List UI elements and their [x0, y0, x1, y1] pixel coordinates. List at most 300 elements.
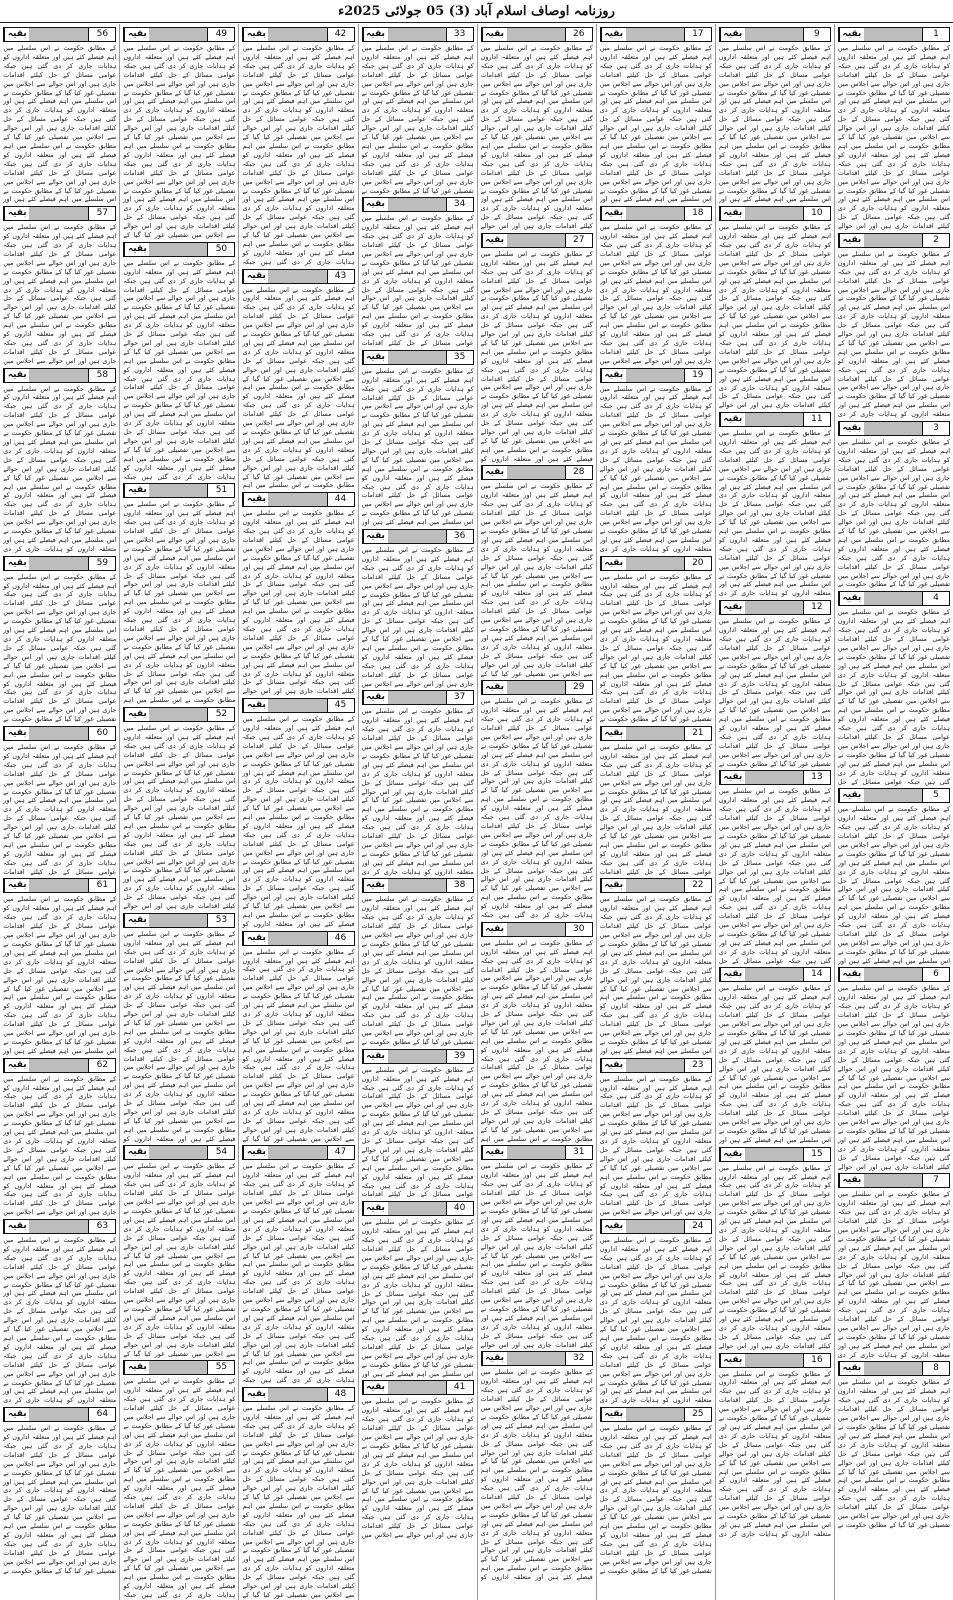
label-shade	[268, 1388, 326, 1401]
continuation-block	[3, 726, 116, 877]
continuation-number: 19	[684, 369, 711, 382]
label-shade	[29, 28, 88, 41]
article-text: کے مطابق حکومت نے اس سلسلے میں اہم فیصلے کئے ہیں اور متعلقہ اداروں کو ہدایات جاری کر دی گئی ہیں جبکہ عوامی مسائل کے حل کیلئے اقدامات جاری ہیں اور اس حوالے سے اجلاس میں تفصیلی غور کیا گیا کے مطابق حکومت نے اس سلسلے میں اہم فیصلے کئے ہیں اور متعلقہ اداروں کو ہدایات جاری کر دی گئی ہیں جبکہ عوامی مسائل کے حل کیلئے اقدامات جاری ہیں اور اس حوالے سے اجلاس میں تفصیلی غور کیا گیا کے مطابق حکومت نے اس سلسلے میں اہم فیصلے کئے ہیں اور متعلقہ اداروں کو ہدایات جاری کر دی گئی ہیں جبکہ عوامی مسائل کے حل کیلئے اقدامات جاری ہیں اور اس حوالے سے اجلاس میں تفصیلی غور کیا گیا کے مطابق حکومت نے اس سلسلے میں اہم فیصلے کئے ہیں اور متعلقہ اداروں کو ہدایات جاری کر دی گئی ہیں جبکہ عوامی مسائل کے حل کیلئے اقدامات جاری ہیں اور اس حوالے	[242, 509, 355, 696]
label-shade	[29, 1408, 88, 1421]
continuation-number: 44	[327, 493, 354, 506]
label-shade	[268, 699, 326, 712]
label-shade	[149, 1146, 207, 1159]
continuation-label	[362, 27, 474, 42]
news-column	[358, 24, 477, 1600]
continuation-block	[123, 483, 235, 705]
continuation-word: بقیہ	[243, 28, 268, 41]
label-shade	[388, 351, 446, 364]
continuation-label	[3, 1058, 116, 1073]
continuation-word: بقیہ	[4, 727, 29, 740]
continuation-block	[838, 1361, 950, 1529]
continuation-block	[362, 1380, 474, 1539]
continuation-word: بقیہ	[124, 28, 149, 41]
article-text: کے مطابق حکومت نے اس سلسلے میں اہم فیصلے کئے ہیں اور متعلقہ اداروں کو ہدایات جاری کر دی گئی ہیں جبکہ عوامی مسائل کے حل کیلئے اقدامات جاری ہیں اور اس حوالے سے اجلاس میں تفصیلی غور کیا گیا کے مطابق حکومت نے اس سلسلے میں اہم فیصلے کئے ہیں اور متعلقہ اداروں کو ہدایات جاری کر دی گئی ہیں جبکہ عوامی مسائل کے حل کیلئے اقدامات جاری ہیں اور اس حوالے سے اجلاس میں تفصیلی غور کیا گیا کے مطابق حکومت نے اس سلسلے میں اہم فیصلے کئے ہیں اور متعلقہ اداروں کو ہدایات جاری کر دی گئی ہیں جبکہ عوامی مسائل کے حل کیلئے اقدامات جاری ہیں اور اس حوالے سے اجلاس میں تفصیلی غور کیا گیا کے مطابق حکومت نے اس سلسلے میں اہم فیصلے کئے ہیں اور متعلقہ اداروں کو ہدایات جاری کر دی گئی ہیں جبکہ عوامی مسائل کے حل کیلئے اقدامات جاری ہیں اور اس حوالے سے اجلاس میں تفصیلی غور کیا گیا کے مطابق حکومت نے اس سلسلے میں اہم فیصلے کئے ہیں اور متعلقہ اداروں کو ہدایات جاری کر دی گئی ہیں جبکہ	[242, 44, 355, 266]
continuation-word: بقیہ	[4, 1408, 29, 1421]
continuation-number: 22	[684, 879, 711, 892]
label-shade	[29, 1059, 88, 1072]
news-column	[238, 24, 357, 1600]
continuation-block	[838, 591, 950, 786]
continuation-word: بقیہ	[839, 968, 864, 981]
continuation-word: بقیہ	[482, 1352, 507, 1365]
continuation-number: 29	[565, 681, 592, 694]
article-text: کے مطابق حکومت نے اس سلسلے میں اہم فیصلے کئے ہیں اور متعلقہ اداروں کو ہدایات جاری کر دی گئی ہیں جبکہ عوامی مسائل کے حل کیلئے اقدامات جاری ہیں اور اس حوالے سے اجلاس میں تفصیلی غور کیا گیا کے مطابق حکومت نے اس سلسلے میں اہم فیصلے کئے ہیں اور متعلقہ اداروں کو ہدایات جاری کر دی گئی ہیں جبکہ عوامی مسائل کے حل کیلئے اقدامات جاری ہیں اور اس حوالے سے اجلاس میں تفصیلی غور کیا گیا کے مطابق حکومت نے اس سلسلے میں اہم فیصلے کئے ہیں اور متعلقہ اداروں کو ہدایات جاری کر دی گئی ہیں جبکہ عوامی مسائل کے حل کیلئے اقدامات جاری ہیں اور اس حوالے سے اجلاس میں تفصیلی غور کیا گیا کے مطابق حکومت نے اس سلسلے میں اہم فیصلے کئے ہیں اور متعلقہ اداروں کو ہدایات جاری کر دی	[837, 249, 950, 419]
article-text: کے مطابق حکومت نے اس سلسلے میں اہم فیصلے کئے ہیں اور متعلقہ اداروں کو ہدایات جاری کر دی گئی ہیں جبکہ عوامی مسائل کے حل کیلئے اقدامات جاری ہیں اور اس حوالے سے اجلاس میں تفصیلی غور کیا گیا کے مطابق حکومت نے اس سلسلے میں اہم فیصلے کئے ہیں اور متعلقہ اداروں کو ہدایات جاری کر دی گئی ہیں جبکہ عوامی مسائل کے حل کیلئے اقدامات جاری ہیں اور اس حوالے سے اجلاس میں تفصیلی غور کیا گیا کے مطابق حکومت نے اس سلسلے میں اہم فیصلے کئے ہیں اور متعلقہ اداروں کو ہدایات جاری کر دی گئی ہیں جبکہ عوامی مسائل کے حل کیلئے اقدامات جاری ہیں اور اس حوالے سے اجلاس میں تفصیلی غور کیا گیا کے مطابق حکومت نے	[361, 895, 474, 1046]
article-text: کے مطابق حکومت نے اس سلسلے میں اہم فیصلے کئے ہیں اور متعلقہ اداروں کو ہدایات جاری کر دی گئی ہیں جبکہ عوامی مسائل کے حل کیلئے اقدامات جاری ہیں اور اس حوالے سے اجلاس میں تفصیلی غور کیا گیا کے مطابق حکومت نے اس سلسلے میں اہم فیصلے کئے ہیں اور متعلقہ اداروں کو ہدایات جاری کر دی گئی ہیں جبکہ عوامی مسائل کے حل کیلئے اقدامات جاری ہیں اور اس حوالے سے اجلاس میں تفصیلی غور کیا گیا کے مطابق حکومت نے اس سلسلے میں اہم فیصلے کئے ہیں اور متعلقہ اداروں کو ہدایات جاری کر دی گئی ہیں جبکہ عوامی مسائل کے حل کیلئے اقدامات جاری ہیں اور اس حوالے سے اجلاس میں تفصیلی غور کیا گیا کے مطابق حکومت نے اس سلسلے میں اہم فیصلے کئے ہیں اور متعلقہ اداروں کو ہدایات جاری کر دی	[3, 1236, 117, 1405]
continuation-label	[362, 1049, 474, 1064]
continuation-word: بقیہ	[363, 1202, 388, 1215]
label-shade	[268, 493, 326, 506]
continuation-block	[600, 1219, 712, 1405]
label-shade	[388, 530, 446, 543]
label-shade	[745, 1354, 803, 1367]
continuation-word: بقیہ	[720, 601, 745, 614]
label-shade	[507, 1352, 565, 1365]
continuation-label	[123, 242, 235, 257]
continuation-word: بقیہ	[839, 592, 864, 605]
continuation-number: 3	[922, 422, 949, 435]
continuation-block	[719, 1147, 831, 1351]
article-text: کے مطابق حکومت نے اس سلسلے میں اہم فیصلے کئے ہیں اور متعلقہ اداروں کو ہدایات جاری کر دی گئی ہیں جبکہ عوامی مسائل کے حل کیلئے اقدامات جاری ہیں اور اس حوالے سے اجلاس میں تفصیلی غور کیا گیا کے مطابق حکومت نے اس سلسلے میں اہم فیصلے کئے ہیں اور متعلقہ اداروں کو ہدایات جاری کر دی گئی ہیں جبکہ عوامی مسائل کے حل کیلئے اقدامات جاری ہیں اور اس حوالے سے اجلاس میں تفصیلی غور کیا گیا کے مطابق حکومت نے اس سلسلے میں اہم فیصلے کئے ہیں اور متعلقہ اداروں کو ہدایات جاری کر دی گئی ہیں جبکہ عوامی مسائل کے حل کیلئے اقدامات جاری ہیں اور اس حوالے سے اجلاس میں تفصیلی غور کیا گیا کے مطابق حکومت نے اس سلسلے میں اہم فیصلے کئے ہیں اور متعلقہ اداروں کو ہدایات جاری کر دی	[361, 707, 474, 876]
label-shade	[864, 1362, 922, 1375]
article-text: کے مطابق حکومت نے اس سلسلے میں اہم فیصلے کئے ہیں اور متعلقہ اداروں کو ہدایات جاری کر دی گئی ہیں جبکہ عوامی مسائل کے حل کیلئے اقدامات جاری ہیں اور اس حوالے سے اجلاس میں تفصیلی غور کیا گیا کے مطابق حکومت نے اس سلسلے میں اہم فیصلے کئے ہیں اور متعلقہ اداروں کو ہدایات جاری کر دی گئی ہیں جبکہ عوامی مسائل کے حل کیلئے اقدامات جاری ہیں اور اس حوالے سے اجلاس میں تفصیلی غور کیا گیا کے مطابق حکومت نے اس سلسلے میں اہم فیصلے کئے ہیں اور متعلقہ اداروں کو ہدایات جاری کر دی گئی ہیں جبکہ عوامی مسائل کے حل کیلئے اقدامات جاری ہیں اور اس حوالے سے اجلاس میں تفصیلی غور کیا گیا کے مطابق حکومت نے اس سلسلے میں اہم فیصلے کئے ہیں اور	[718, 984, 831, 1144]
continuation-label	[838, 233, 950, 248]
continuation-word: بقیہ	[601, 1408, 626, 1421]
continuation-label	[600, 1058, 712, 1073]
continuation-block	[838, 421, 950, 589]
continuation-number: 13	[803, 771, 830, 784]
label-shade	[626, 28, 684, 41]
continuation-block	[242, 1387, 354, 1600]
continuation-block	[481, 1351, 593, 1582]
label-shade	[268, 270, 326, 283]
label-shade	[864, 422, 922, 435]
continuation-block	[362, 690, 474, 876]
continuation-word: بقیہ	[4, 1220, 29, 1233]
continuation-number: 55	[207, 1361, 234, 1374]
continuation-block	[3, 556, 116, 724]
continuation-number: 61	[88, 879, 115, 892]
article-text: کے مطابق حکومت نے اس سلسلے میں اہم فیصلے کئے ہیں اور متعلقہ اداروں کو ہدایات جاری کر دی گئی ہیں جبکہ عوامی مسائل کے حل کیلئے اقدامات جاری ہیں اور اس حوالے سے اجلاس میں تفصیلی غور کیا گیا کے مطابق حکومت نے اس سلسلے میں اہم فیصلے کئے ہیں اور متعلقہ اداروں کو ہدایات جاری کر دی گئی ہیں جبکہ عوامی مسائل کے حل کیلئے اقدامات جاری ہیں اور اس حوالے سے اجلاس میں تفصیلی غور کیا گیا کے مطابق حکومت نے اس سلسلے میں اہم فیصلے کئے ہیں اور متعلقہ اداروں کو ہدایات جاری کر دی گئی ہیں جبکہ عوامی مسائل کے حل کیلئے اقدامات جاری ہیں اور اس حوالے سے اجلاس میں تفصیلی غور کیا گیا کے مطابق حکومت نے اس سلسلے میں اہم فیصلے کئے ہیں اور متعلقہ اداروں کو ہدایات جاری کر دی گئی ہیں جبکہ عوامی مسائل کے حل کیلئے اقدامات جاری ہیں اور اس حوالے	[480, 1162, 593, 1349]
continuation-block	[3, 878, 116, 1055]
continuation-block	[719, 967, 831, 1144]
continuation-label	[481, 233, 593, 248]
continuation-word: بقیہ	[243, 493, 268, 506]
article-text: کے مطابق حکومت نے اس سلسلے میں اہم فیصلے کئے ہیں اور متعلقہ اداروں کو ہدایات جاری کر دی گئی ہیں جبکہ عوامی مسائل کے حل کیلئے اقدامات جاری ہیں اور اس حوالے سے اجلاس میں تفصیلی غور کیا گیا کے مطابق حکومت نے اس سلسلے میں اہم فیصلے کئے ہیں اور متعلقہ اداروں کو ہدایات جاری کر دی گئی ہیں جبکہ عوامی مسائل کے حل کیلئے اقدامات جاری ہیں اور اس حوالے سے اجلاس میں تفصیلی غور کیا گیا کے مطابق حکومت نے اس سلسلے میں اہم فیصلے کئے ہیں اور متعلقہ اداروں کو ہدایات جاری کر دی گئی ہیں جبکہ عوامی مسائل کے حل کیلئے اقدامات جاری ہیں اور اس حوالے سے اجلاس میں تفصیلی غور کیا گیا کے مطابق حکومت نے اس سلسلے میں اہم فیصلے کئے ہیں اور متعلقہ اداروں کو ہدایات جاری کر دی گئی ہیں جبکہ عوامی مسائل کے حل کیلئے اقدامات جاری ہیں اور اس حوالے	[837, 984, 950, 1171]
continuation-block	[838, 233, 950, 419]
continuation-label	[3, 206, 116, 221]
article-text: کے مطابق حکومت نے اس سلسلے میں اہم فیصلے کئے ہیں اور متعلقہ اداروں کو ہدایات جاری کر دی گئی ہیں جبکہ عوامی مسائل کے حل کیلئے اقدامات جاری ہیں اور اس حوالے سے اجلاس میں تفصیلی غور کیا گیا کے مطابق حکومت نے اس سلسلے میں اہم فیصلے کئے ہیں اور متعلقہ اداروں کو ہدایات جاری کر دی گئی ہیں جبکہ عوامی مسائل کے حل کیلئے اقدامات جاری ہیں اور اس حوالے سے اجلاس میں تفصیلی غور کیا گیا کے مطابق حکومت نے اس سلسلے میں اہم فیصلے کئے ہیں اور متعلقہ اداروں کو ہدایات جاری کر دی گئی ہیں جبکہ عوامی مسائل کے حل کیلئے اقدامات جاری ہیں اور اس حوالے سے اجلاس میں	[361, 545, 474, 688]
continuation-label	[362, 197, 474, 212]
continuation-block	[362, 878, 474, 1046]
continuation-label	[838, 1361, 950, 1376]
continuation-label	[838, 788, 950, 803]
continuation-number: 41	[446, 1381, 473, 1394]
label-shade	[626, 727, 684, 740]
continuation-word: بقیہ	[124, 1146, 149, 1159]
continuation-word: بقیہ	[4, 1059, 29, 1072]
continuation-word: بقیہ	[243, 1388, 268, 1401]
label-shade	[29, 557, 88, 570]
continuation-number: 7	[922, 1174, 949, 1187]
continuation-word: بقیہ	[124, 243, 149, 256]
label-shade	[29, 879, 88, 892]
continuation-label	[719, 206, 831, 221]
continuation-word: بقیہ	[124, 484, 149, 497]
continuation-word: بقیہ	[482, 28, 507, 41]
continuation-label	[481, 922, 593, 937]
continuation-word: بقیہ	[4, 879, 29, 892]
article-text: کے مطابق حکومت نے اس سلسلے میں اہم فیصلے کئے ہیں اور متعلقہ اداروں کو ہدایات جاری کر دی گئی ہیں جبکہ عوامی مسائل کے حل کیلئے اقدامات جاری ہیں اور اس حوالے سے اجلاس میں تفصیلی غور کیا گیا کے مطابق حکومت نے اس سلسلے میں اہم فیصلے کئے ہیں اور متعلقہ اداروں کو ہدایات جاری کر دی گئی ہیں جبکہ عوامی مسائل کے حل کیلئے اقدامات جاری ہیں اور اس حوالے سے اجلاس میں تفصیلی غور کیا گیا کے مطابق حکومت نے اس سلسلے میں اہم فیصلے کئے ہیں اور متعلقہ اداروں کو ہدایات جاری کر دی گئی ہیں جبکہ عوامی مسائل کے حل کیلئے اقدامات جاری ہیں اور اس حوالے سے اجلاس میں	[361, 1397, 474, 1540]
continuation-number: 8	[922, 1362, 949, 1375]
article-text: کے مطابق حکومت نے اس سلسلے میں اہم فیصلے کئے ہیں اور متعلقہ اداروں کو ہدایات جاری کر دی گئی ہیں جبکہ عوامی مسائل کے حل کیلئے اقدامات جاری ہیں اور اس حوالے سے اجلاس میں تفصیلی غور کیا گیا کے مطابق حکومت نے اس سلسلے میں اہم فیصلے کئے ہیں اور متعلقہ اداروں کو ہدایات جاری کر دی گئی ہیں جبکہ عوامی مسائل کے حل کیلئے اقدامات جاری ہیں اور اس حوالے سے اجلاس میں تفصیلی غور کیا گیا کے مطابق حکومت نے اس سلسلے میں اہم فیصلے کئے ہیں اور متعلقہ اداروں کو ہدایات جاری کر دی گئی ہیں جبکہ عوامی مسائل کے حل کیلئے اقدامات	[599, 742, 712, 876]
continuation-number: 30	[565, 923, 592, 936]
continuation-label	[600, 1219, 712, 1234]
article-text: کے مطابق حکومت نے اس سلسلے میں اہم فیصلے کئے ہیں اور متعلقہ اداروں کو ہدایات جاری کر دی گئی ہیں جبکہ عوامی مسائل کے حل کیلئے اقدامات جاری ہیں اور اس حوالے سے اجلاس میں تفصیلی غور کیا گیا کے مطابق حکومت نے اس سلسلے میں اہم فیصلے کئے ہیں اور متعلقہ اداروں کو ہدایات جاری کر دی گئی ہیں جبکہ عوامی مسائل کے حل کیلئے اقدامات جاری ہیں اور اس حوالے سے اجلاس میں تفصیلی غور کیا گیا کے مطابق حکومت نے اس سلسلے میں اہم فیصلے کئے ہیں اور متعلقہ اداروں کو ہدایات جاری کر دی گئی ہیں جبکہ عوامی مسائل کے حل کیلئے اقدامات جاری ہیں اور اس حوالے سے اجلاس میں تفصیلی غور کیا گیا کے مطابق حکومت نے اس سلسلے میں اہم فیصلے کئے ہیں اور	[837, 805, 950, 965]
continuation-number: 64	[88, 1408, 115, 1421]
continuation-number: 4	[922, 592, 949, 605]
continuation-block	[3, 1407, 116, 1575]
article-text: کے مطابق حکومت نے اس سلسلے میں اہم فیصلے کئے ہیں اور متعلقہ اداروں کو ہدایات جاری کر دی گئی ہیں جبکہ عوامی مسائل کے حل کیلئے اقدامات جاری ہیں اور اس حوالے سے اجلاس میں تفصیلی غور کیا گیا کے مطابق حکومت نے اس سلسلے میں اہم فیصلے کئے ہیں اور متعلقہ اداروں کو ہدایات جاری کر دی گئی ہیں جبکہ عوامی مسائل کے حل کیلئے اقدامات جاری ہیں اور اس حوالے سے اجلاس میں تفصیلی غور کیا گیا کے مطابق حکومت نے اس سلسلے میں اہم فیصلے کئے ہیں اور متعلقہ اداروں کو ہدایات جاری کر دی گئی ہیں جبکہ عوامی مسائل کے حل کیلئے اقدامات جاری ہیں اور اس حوالے سے اجلاس میں تفصیلی غور کیا گیا کے مطابق حکومت نے اس سلسلے میں اہم فیصلے کئے ہیں اور متعلقہ اداروں کو ہدایات جاری کر دی گئی ہیں جبکہ عوامی مسائل کے حل کیلئے اقدامات جاری ہیں اور اس حوالے سے اجلاس میں تفصیلی غور کیا گیا کے مطابق حکومت نے اس سلسلے میں اہم فیصلے کئے ہیں اور متعلقہ اداروں کو ہدایات جاری کر دی گئی ہیں جبکہ	[242, 1162, 355, 1385]
article-text: کے مطابق حکومت نے اس سلسلے میں اہم فیصلے کئے ہیں اور متعلقہ اداروں کو ہدایات جاری کر دی گئی ہیں جبکہ عوامی مسائل کے حل کیلئے اقدامات جاری ہیں اور اس حوالے سے اجلاس میں تفصیلی غور کیا گیا کے مطابق حکومت نے اس سلسلے میں اہم فیصلے کئے ہیں اور متعلقہ اداروں کو ہدایات جاری کر دی گئی ہیں جبکہ عوامی مسائل کے حل کیلئے اقدامات جاری ہیں اور اس حوالے سے اجلاس میں تفصیلی غور کیا گیا کے مطابق حکومت نے اس سلسلے میں اہم فیصلے کئے ہیں اور متعلقہ اداروں کو ہدایات جاری کر دی گئی ہیں جبکہ عوامی مسائل کے حل کیلئے اقدامات جاری ہیں اور اس حوالے سے اجلاس میں تفصیلی غور کیا گیا کے مطابق حکومت نے اس سلسلے میں اہم فیصلے کئے ہیں اور متعلقہ اداروں کو ہدایات جاری کر دی	[599, 384, 712, 553]
continuation-label	[838, 27, 950, 42]
label-shade	[388, 1381, 446, 1394]
continuation-number: 33	[446, 28, 473, 41]
continuation-block	[362, 1049, 474, 1200]
label-shade	[149, 1361, 207, 1374]
continuation-block	[481, 27, 593, 231]
continuation-block	[719, 600, 831, 768]
article-text: کے مطابق حکومت نے اس سلسلے میں اہم فیصلے کئے ہیں اور متعلقہ اداروں کو ہدایات جاری کر دی گئی ہیں جبکہ عوامی مسائل کے حل کیلئے اقدامات جاری ہیں اور اس حوالے سے اجلاس میں تفصیلی غور کیا گیا کے مطابق حکومت نے اس سلسلے میں اہم فیصلے کئے ہیں اور متعلقہ اداروں کو ہدایات جاری کر دی گئی ہیں جبکہ عوامی مسائل کے حل کیلئے اقدامات جاری ہیں اور اس حوالے سے اجلاس میں تفصیلی غور کیا گیا کے مطابق حکومت نے اس سلسلے میں اہم فیصلے کئے ہیں اور متعلقہ اداروں کو ہدایات جاری کر دی گئی ہیں جبکہ عوامی مسائل کے حل کیلئے اقدامات	[361, 1065, 474, 1199]
continuation-word: بقیہ	[601, 207, 626, 220]
continuation-label	[481, 1145, 593, 1160]
article-text: کے مطابق حکومت نے اس سلسلے میں اہم فیصلے کئے ہیں اور متعلقہ اداروں کو ہدایات جاری کر دی گئی ہیں جبکہ عوامی مسائل کے حل کیلئے اقدامات جاری ہیں اور اس حوالے سے اجلاس میں تفصیلی غور کیا گیا کے مطابق حکومت نے اس سلسلے میں اہم فیصلے کئے ہیں اور متعلقہ اداروں کو ہدایات جاری کر دی گئی ہیں جبکہ عوامی مسائل کے حل کیلئے اقدامات جاری ہیں اور اس حوالے سے اجلاس میں تفصیلی غور کیا گیا کے مطابق حکومت نے اس سلسلے میں اہم فیصلے کئے ہیں اور متعلقہ اداروں کو ہدایات جاری کر دی گئی ہیں جبکہ عوامی مسائل کے حل کیلئے اقدامات جاری ہیں اور اس حوالے سے اجلاس میں تفصیلی غور کیا گیا کے مطابق حکومت نے	[837, 1378, 950, 1529]
continuation-block	[481, 922, 593, 1144]
continuation-number: 17	[684, 28, 711, 41]
continuation-number: 27	[565, 234, 592, 247]
continuation-word: بقیہ	[720, 207, 745, 220]
article-text: کے مطابق حکومت نے اس سلسلے میں اہم فیصلے کئے ہیں اور متعلقہ اداروں کو ہدایات جاری کر دی گئی ہیں جبکہ عوامی مسائل کے حل کیلئے اقدامات جاری ہیں اور اس حوالے سے اجلاس میں تفصیلی غور کیا گیا کے مطابق حکومت نے اس سلسلے میں اہم فیصلے کئے ہیں اور متعلقہ اداروں کو ہدایات جاری کر دی گئی ہیں جبکہ عوامی مسائل کے حل کیلئے اقدامات جاری ہیں اور اس حوالے سے اجلاس میں تفصیلی غور کیا گیا کے مطابق حکومت نے اس سلسلے میں اہم فیصلے کئے ہیں اور متعلقہ اداروں کو ہدایات جاری کر دی گئی ہیں جبکہ عوامی مسائل کے حل کیلئے اقدامات جاری ہیں اور اس حوالے سے اجلاس میں	[599, 223, 712, 365]
continuation-block	[242, 931, 354, 1144]
continuation-label	[719, 1147, 831, 1162]
label-shade	[149, 914, 207, 927]
label-shade	[507, 1146, 565, 1159]
news-column	[834, 24, 953, 1600]
continuation-block	[600, 206, 712, 365]
continuation-block	[362, 27, 474, 195]
news-columns	[0, 24, 953, 1600]
continuation-number: 40	[446, 1202, 473, 1215]
continuation-word: بقیہ	[720, 1354, 745, 1367]
label-shade	[507, 234, 565, 247]
article-text: کے مطابق حکومت نے اس سلسلے میں اہم فیصلے کئے ہیں اور متعلقہ اداروں کو ہدایات جاری کر دی گئی ہیں جبکہ عوامی مسائل کے حل کیلئے اقدامات جاری ہیں اور اس حوالے سے اجلاس میں تفصیلی غور کیا گیا کے مطابق حکومت نے اس سلسلے میں اہم فیصلے کئے ہیں اور متعلقہ اداروں کو ہدایات جاری کر دی گئی ہیں جبکہ عوامی مسائل کے حل کیلئے اقدامات جاری ہیں اور اس حوالے سے اجلاس میں تفصیلی غور کیا گیا کے مطابق حکومت نے اس سلسلے میں اہم فیصلے کئے ہیں اور متعلقہ اداروں کو ہدایات جاری کر دی گئی ہیں جبکہ عوامی مسائل کے حل کیلئے اقدامات جاری ہیں اور اس حوالے سے اجلاس میں تفصیلی غور کیا گیا کے مطابق حکومت نے اس سلسلے میں اہم فیصلے کئے ہیں اور متعلقہ اداروں کو ہدایات جاری کر دی	[599, 1236, 712, 1405]
continuation-word: بقیہ	[720, 771, 745, 784]
article-text: کے مطابق حکومت نے اس سلسلے میں اہم فیصلے کئے ہیں اور متعلقہ اداروں کو ہدایات جاری کر دی گئی ہیں جبکہ عوامی مسائل کے حل کیلئے اقدامات جاری ہیں اور اس حوالے سے اجلاس میں تفصیلی غور کیا گیا کے مطابق حکومت نے اس سلسلے میں اہم فیصلے کئے ہیں اور متعلقہ اداروں کو ہدایات جاری کر دی گئی ہیں جبکہ عوامی مسائل کے حل کیلئے اقدامات جاری ہیں اور اس حوالے سے اجلاس میں تفصیلی غور کیا گیا کے مطابق حکومت نے اس سلسلے میں اہم فیصلے کئے ہیں اور متعلقہ اداروں کو ہدایات جاری کر دی گئی ہیں جبکہ عوامی مسائل کے حل کیلئے اقدامات جاری ہیں اور اس حوالے سے اجلاس میں تفصیلی غور کیا گیا کے مطابق حکومت نے اس سلسلے میں اہم فیصلے کئے ہیں اور	[3, 895, 117, 1055]
article-text: کے مطابق حکومت نے اس سلسلے میں اہم فیصلے کئے ہیں اور متعلقہ اداروں کو ہدایات جاری کر دی گئی ہیں جبکہ عوامی مسائل کے حل کیلئے اقدامات جاری ہیں اور اس حوالے سے اجلاس میں تفصیلی غور کیا گیا کے مطابق حکومت نے اس سلسلے میں اہم فیصلے کئے ہیں اور متعلقہ اداروں کو ہدایات جاری کر دی گئی ہیں جبکہ عوامی مسائل کے حل کیلئے اقدامات جاری ہیں اور اس حوالے سے اجلاس میں تفصیلی غور کیا گیا کے مطابق حکومت نے اس سلسلے میں اہم فیصلے کئے ہیں اور متعلقہ اداروں کو ہدایات جاری کر دی گئی ہیں جبکہ عوامی مسائل کے حل کیلئے اقدامات جاری ہیں اور اس حوالے سے اجلاس میں تفصیلی غور کیا گیا کے مطابق حکومت نے	[718, 617, 831, 768]
continuation-word: بقیہ	[243, 270, 268, 283]
article-text: کے مطابق حکومت نے اس سلسلے میں اہم فیصلے کئے ہیں اور متعلقہ اداروں کو ہدایات جاری کر دی گئی ہیں جبکہ عوامی مسائل کے حل کیلئے اقدامات جاری ہیں اور اس حوالے سے اجلاس میں تفصیلی غور کیا گیا کے مطابق حکومت نے اس سلسلے میں اہم فیصلے کئے ہیں اور متعلقہ اداروں کو ہدایات جاری کر دی گئی ہیں جبکہ عوامی مسائل کے حل کیلئے اقدامات جاری ہیں اور اس حوالے سے اجلاس میں تفصیلی غور کیا گیا کے مطابق حکومت نے اس سلسلے میں اہم فیصلے کئے ہیں اور متعلقہ اداروں کو ہدایات جاری کر دی گئی ہیں جبکہ عوامی مسائل کے حل کیلئے اقدامات جاری ہیں اور اس حوالے سے اجلاس میں تفصیلی غور کیا گیا کے مطابق حکومت نے اس سلسلے میں اہم فیصلے کئے ہیں اور متعلقہ اداروں کو ہدایات جاری کر دی گئی ہیں جبکہ عوامی مسائل کے حل کیلئے اقدامات جاری ہیں اور اس حوالے سے اجلاس میں تفصیلی غور کیا گیا کے	[242, 947, 355, 1143]
continuation-block	[838, 967, 950, 1171]
continuation-block	[242, 27, 354, 267]
continuation-label	[3, 726, 116, 741]
continuation-word: بقیہ	[601, 1059, 626, 1072]
continuation-label	[838, 967, 950, 982]
continuation-block	[362, 350, 474, 527]
continuation-word: بقیہ	[4, 369, 29, 382]
label-shade	[268, 1146, 326, 1159]
continuation-label	[123, 913, 235, 928]
label-shade	[507, 923, 565, 936]
continuation-number: 10	[803, 207, 830, 220]
label-shade	[388, 198, 446, 211]
label-shade	[626, 557, 684, 570]
masthead-title: روزنامہ اوصاف اسلام آباد (3) 05 جولائی 2025ء	[0, 0, 953, 23]
continuation-word: بقیہ	[363, 530, 388, 543]
continuation-label	[123, 707, 235, 722]
continuation-label	[481, 680, 593, 695]
continuation-number: 52	[207, 708, 234, 721]
continuation-block	[362, 1201, 474, 1378]
continuation-word: بقیہ	[124, 914, 149, 927]
article-text: کے مطابق حکومت نے اس سلسلے میں اہم فیصلے کئے ہیں اور متعلقہ اداروں کو ہدایات جاری کر دی گئی ہیں جبکہ عوامی مسائل کے حل کیلئے اقدامات جاری ہیں اور اس حوالے سے اجلاس میں تفصیلی غور کیا گیا کے مطابق حکومت نے اس سلسلے میں اہم فیصلے کئے ہیں اور متعلقہ اداروں کو ہدایات جاری کر دی گئی ہیں جبکہ عوامی مسائل کے حل کیلئے اقدامات جاری ہیں اور اس حوالے سے اجلاس میں تفصیلی غور کیا گیا کے مطابق حکومت نے اس سلسلے میں اہم فیصلے کئے ہیں اور متعلقہ اداروں کو ہدایات جاری کر دی گئی ہیں جبکہ عوامی مسائل کے حل کیلئے اقدامات جاری ہیں اور اس حوالے سے اجلاس میں تفصیلی غور کیا گیا کے مطابق حکومت نے اس سلسلے میں اہم فیصلے کئے ہیں اور	[361, 1218, 474, 1378]
continuation-label	[123, 483, 235, 498]
continuation-number: 43	[327, 270, 354, 283]
article-text: کے مطابق حکومت نے اس سلسلے میں اہم فیصلے کئے ہیں اور متعلقہ اداروں کو ہدایات جاری کر دی گئی ہیں جبکہ عوامی مسائل کے حل کیلئے اقدامات جاری ہیں اور اس حوالے سے اجلاس میں تفصیلی غور کیا گیا کے مطابق حکومت نے اس سلسلے میں اہم فیصلے کئے ہیں اور متعلقہ اداروں کو ہدایات جاری کر دی گئی ہیں جبکہ عوامی مسائل کے حل کیلئے اقدامات جاری ہیں اور اس حوالے سے اجلاس میں تفصیلی غور کیا گیا کے مطابق حکومت نے اس سلسلے میں اہم فیصلے کئے ہیں اور متعلقہ اداروں کو ہدایات جاری کر دی گئی ہیں جبکہ عوامی مسائل کے حل کیلئے اقدامات جاری ہیں اور اس حوالے سے اجلاس میں تفصیلی غور کیا گیا کے مطابق حکومت نے	[837, 437, 950, 589]
article-text: کے مطابق حکومت نے اس سلسلے میں اہم فیصلے کئے ہیں اور متعلقہ اداروں کو ہدایات جاری کر دی گئی ہیں جبکہ عوامی مسائل کے حل کیلئے اقدامات جاری ہیں اور اس حوالے سے اجلاس میں تفصیلی غور کیا گیا کے مطابق حکومت نے اس سلسلے میں اہم فیصلے کئے ہیں اور متعلقہ اداروں کو ہدایات جاری کر دی گئی ہیں جبکہ عوامی مسائل کے حل کیلئے اقدامات جاری ہیں اور اس حوالے سے اجلاس میں تفصیلی غور کیا گیا کے مطابق حکومت نے اس سلسلے میں اہم فیصلے کئے ہیں اور متعلقہ اداروں کو ہدایات جاری کر دی گئی ہیں جبکہ عوامی مسائل کے حل کیلئے اقدامات جاری ہیں اور اس حوالے سے اجلاس میں تفصیلی غور کیا گیا کے مطابق حکومت نے اس سلسلے میں اہم فیصلے کئے ہیں اور متعلقہ اداروں کو ہدایات جاری کر دی گئی ہیں جبکہ عوامی مسائل کے حل کیلئے اقدامات جاری ہیں اور اس حوالے سے اجلاس میں تفصیلی غور کیا گیا کے	[480, 482, 593, 678]
continuation-word: بقیہ	[601, 369, 626, 382]
continuation-block	[123, 913, 235, 1144]
continuation-number: 9	[803, 28, 830, 41]
article-text: کے مطابق حکومت نے اس سلسلے میں اہم فیصلے کئے ہیں اور متعلقہ اداروں کو ہدایات جاری کر دی گئی ہیں جبکہ عوامی مسائل کے حل کیلئے اقدامات جاری ہیں اور اس حوالے سے اجلاس میں تفصیلی غور کیا گیا کے مطابق حکومت نے اس سلسلے میں اہم فیصلے کئے ہیں اور متعلقہ اداروں کو ہدایات جاری کر دی گئی ہیں جبکہ عوامی مسائل کے حل کیلئے اقدامات جاری ہیں اور اس حوالے سے اجلاس میں تفصیلی غور کیا گیا کے مطابق حکومت نے اس سلسلے میں اہم فیصلے کئے ہیں اور متعلقہ اداروں کو ہدایات جاری کر دی گئی ہیں جبکہ عوامی مسائل کے حل کیلئے اقدامات جاری ہیں اور اس حوالے سے اجلاس میں تفصیلی غور کیا گیا کے مطابق حکومت نے اس سلسلے میں اہم فیصلے کئے ہیں اور متعلقہ اداروں کو ہدایات جاری کر دی گئی ہیں جبکہ عوامی مسائل کے حل کیلئے اقدامات جاری ہیں اور اس حوالے	[718, 1163, 831, 1350]
continuation-label	[838, 591, 950, 606]
continuation-word: بقیہ	[482, 466, 507, 479]
article-text: کے مطابق حکومت نے اس سلسلے میں اہم فیصلے کئے ہیں اور متعلقہ اداروں کو ہدایات جاری کر دی گئی ہیں جبکہ عوامی مسائل کے حل کیلئے اقدامات جاری ہیں اور اس حوالے سے اجلاس میں تفصیلی غور کیا گیا کے مطابق حکومت نے اس سلسلے میں اہم فیصلے کئے ہیں اور متعلقہ اداروں کو ہدایات جاری کر دی گئی ہیں جبکہ عوامی مسائل کے حل کیلئے اقدامات جاری ہیں اور اس حوالے سے اجلاس میں تفصیلی غور کیا گیا کے مطابق حکومت نے اس سلسلے میں اہم فیصلے کئے ہیں اور متعلقہ اداروں کو ہدایات جاری کر دی گئی ہیں جبکہ عوامی مسائل کے حل کیلئے اقدامات جاری ہیں اور اس حوالے سے اجلاس میں تفصیلی غور کیا گیا کے مطابق حکومت نے اس سلسلے میں اہم فیصلے کئے ہیں اور متعلقہ اداروں کو ہدایات جاری کر دی گئی ہیں جبکہ عوامی مسائل کے حل کیلئے اقدامات جاری ہیں اور اس حوالے سے اجلاس میں تفصیلی غور کیا گیا کے مطابق حکومت نے اس سلسلے میں اہم	[123, 500, 236, 705]
continuation-label	[123, 1145, 235, 1160]
continuation-label	[3, 1219, 116, 1234]
continuation-number: 50	[207, 243, 234, 256]
continuation-label	[600, 878, 712, 893]
continuation-number: 57	[88, 207, 115, 220]
continuation-label	[362, 529, 474, 544]
continuation-number: 6	[922, 968, 949, 981]
label-shade	[149, 28, 207, 41]
article-text: کے مطابق حکومت نے اس سلسلے میں اہم فیصلے کئے ہیں اور متعلقہ اداروں کو ہدایات جاری کر دی گئی ہیں جبکہ عوامی مسائل کے حل کیلئے اقدامات جاری ہیں اور اس حوالے سے اجلاس میں تفصیلی غور کیا گیا کے مطابق حکومت نے اس سلسلے میں اہم فیصلے کئے ہیں اور متعلقہ اداروں کو ہدایات جاری کر دی گئی ہیں جبکہ عوامی مسائل کے حل کیلئے اقدامات جاری ہیں اور اس حوالے سے اجلاس میں تفصیلی غور کیا گیا کے مطابق حکومت نے اس سلسلے میں اہم فیصلے کئے ہیں اور متعلقہ اداروں کو ہدایات جاری کر دی گئی ہیں جبکہ عوامی مسائل کے حل کیلئے اقدامات جاری ہیں اور اس حوالے سے اجلاس میں تفصیلی غور کیا گیا کے مطابق حکومت نے اس سلسلے میں اہم فیصلے کئے ہیں اور متعلقہ اداروں کو ہدایات جاری کر دی گئی ہیں جبکہ عوامی مسائل کے حل کیلئے اقدامات جاری ہیں اور اس حوالے سے اجلاس میں تفصیلی غور کیا گیا کے مطابق حکومت نے اس سلسلے میں اہم فیصلے کئے ہیں اور متعلقہ اداروں کو	[242, 715, 355, 928]
label-shade	[864, 234, 922, 247]
continuation-word: بقیہ	[124, 708, 149, 721]
continuation-block	[242, 269, 354, 491]
continuation-word: بقیہ	[363, 28, 388, 41]
label-shade	[388, 691, 446, 704]
continuation-number: 11	[803, 413, 830, 426]
continuation-word: بقیہ	[720, 968, 745, 981]
label-shade	[268, 932, 326, 945]
continuation-block	[719, 27, 831, 204]
continuation-label	[3, 368, 116, 383]
article-text: کے مطابق حکومت نے اس سلسلے میں اہم فیصلے کئے ہیں اور متعلقہ اداروں کو ہدایات جاری کر دی گئی ہیں جبکہ عوامی مسائل کے حل کیلئے اقدامات جاری ہیں اور اس حوالے سے اجلاس میں تفصیلی غور کیا گیا کے مطابق حکومت نے اس سلسلے میں اہم فیصلے کئے ہیں اور متعلقہ اداروں کو ہدایات جاری کر دی گئی ہیں جبکہ عوامی مسائل کے حل کیلئے اقدامات جاری ہیں اور اس حوالے سے اجلاس میں تفصیلی غور کیا گیا کے مطابق حکومت نے اس سلسلے میں اہم فیصلے کئے ہیں اور متعلقہ اداروں کو ہدایات جاری کر دی گئی ہیں جبکہ عوامی مسائل کے حل کیلئے اقدامات جاری ہیں اور اس حوالے سے اجلاس میں تفصیلی غور کیا گیا کے مطابق حکومت نے اس سلسلے میں اہم فیصلے کئے ہیں اور متعلقہ اداروں کو ہدایات جاری کر دی گئی ہیں جبکہ عوامی مسائل کے حل کیلئے اقدامات جاری ہیں اور اس حوالے	[123, 723, 236, 911]
continuation-word: بقیہ	[482, 234, 507, 247]
continuation-number: 53	[207, 914, 234, 927]
article-text: کے مطابق حکومت نے اس سلسلے میں اہم فیصلے کئے ہیں اور متعلقہ اداروں کو ہدایات جاری کر دی گئی ہیں جبکہ عوامی مسائل کے حل کیلئے اقدامات جاری ہیں اور اس حوالے سے اجلاس میں تفصیلی غور کیا گیا کے مطابق حکومت نے اس سلسلے میں اہم فیصلے کئے ہیں اور متعلقہ اداروں کو ہدایات جاری کر دی گئی ہیں جبکہ عوامی مسائل کے حل کیلئے اقدامات جاری ہیں اور اس حوالے سے اجلاس میں تفصیلی غور کیا گیا کے مطابق حکومت نے اس سلسلے میں اہم فیصلے کئے ہیں اور متعلقہ اداروں کو ہدایات جاری کر دی گئی ہیں جبکہ عوامی مسائل کے حل کیلئے اقدامات جاری ہیں اور اس حوالے سے اجلاس میں تفصیلی غور کیا گیا کے مطابق حکومت نے اس سلسلے میں اہم فیصلے کئے ہیں اور	[599, 44, 712, 204]
continuation-number: 38	[446, 879, 473, 892]
news-column	[596, 24, 715, 1600]
continuation-number: 48	[327, 1388, 354, 1401]
continuation-label	[600, 556, 712, 571]
continuation-number: 28	[565, 466, 592, 479]
continuation-word: بقیہ	[720, 28, 745, 41]
continuation-block	[481, 233, 593, 464]
continuation-word: بقیہ	[363, 1381, 388, 1394]
continuation-block	[123, 1360, 235, 1600]
continuation-block	[481, 680, 593, 920]
label-shade	[149, 243, 207, 256]
continuation-word: بقیہ	[4, 28, 29, 41]
continuation-number: 56	[88, 28, 115, 41]
continuation-label	[719, 600, 831, 615]
continuation-block	[600, 1407, 712, 1575]
article-text: کے مطابق حکومت نے اس سلسلے میں اہم فیصلے کئے ہیں اور متعلقہ اداروں کو ہدایات جاری کر دی گئی ہیں جبکہ عوامی مسائل کے حل کیلئے اقدامات جاری ہیں اور اس حوالے سے اجلاس میں تفصیلی غور کیا گیا کے مطابق حکومت نے اس سلسلے میں اہم فیصلے کئے ہیں اور متعلقہ اداروں کو ہدایات جاری کر دی گئی ہیں جبکہ عوامی مسائل کے حل کیلئے اقدامات جاری ہیں اور اس حوالے سے اجلاس میں تفصیلی غور کیا گیا کے مطابق حکومت نے اس سلسلے میں اہم فیصلے کئے ہیں اور متعلقہ اداروں کو ہدایات جاری کر دی گئی ہیں جبکہ عوامی مسائل کے حل کیلئے اقدامات جاری ہیں اور اس حوالے سے اجلاس میں تفصیلی غور کیا گیا کے مطابق حکومت نے	[599, 1424, 712, 1575]
continuation-number: 25	[684, 1408, 711, 1421]
continuation-block	[719, 412, 831, 598]
continuation-block	[600, 368, 712, 554]
article-text: کے مطابق حکومت نے اس سلسلے میں اہم فیصلے کئے ہیں اور متعلقہ اداروں کو ہدایات جاری کر دی گئی ہیں جبکہ عوامی مسائل کے حل کیلئے اقدامات جاری ہیں اور اس حوالے سے اجلاس میں تفصیلی غور کیا گیا کے مطابق حکومت نے اس سلسلے میں اہم فیصلے کئے ہیں اور متعلقہ اداروں کو ہدایات جاری کر دی گئی ہیں جبکہ عوامی مسائل کے حل کیلئے اقدامات جاری ہیں اور اس حوالے سے اجلاس میں تفصیلی غور کیا گیا کے مطابق حکومت نے اس سلسلے میں اہم فیصلے کئے ہیں اور متعلقہ اداروں کو ہدایات جاری کر دی گئی ہیں جبکہ عوامی مسائل کے حل کیلئے اقدامات جاری ہیں اور اس حوالے سے اجلاس میں	[3, 223, 117, 365]
continuation-number: 21	[684, 727, 711, 740]
article-text: کے مطابق حکومت نے اس سلسلے میں اہم فیصلے کئے ہیں اور متعلقہ اداروں کو ہدایات جاری کر دی گئی ہیں جبکہ عوامی مسائل کے حل کیلئے اقدامات جاری ہیں اور اس حوالے سے اجلاس میں تفصیلی غور کیا گیا کے مطابق حکومت نے اس سلسلے میں اہم فیصلے کئے ہیں اور متعلقہ اداروں کو ہدایات جاری کر دی گئی ہیں جبکہ عوامی مسائل کے حل کیلئے اقدامات جاری ہیں اور اس حوالے سے اجلاس میں تفصیلی غور کیا گیا کے مطابق حکومت نے اس سلسلے میں اہم فیصلے کئے ہیں اور متعلقہ اداروں کو ہدایات جاری کر دی گئی ہیں جبکہ عوامی مسائل کے حل کیلئے اقدامات جاری ہیں اور اس حوالے سے اجلاس میں تفصیلی غور کیا گیا کے مطابق حکومت نے	[361, 44, 474, 195]
article-text: کے مطابق حکومت نے اس سلسلے میں اہم فیصلے کئے ہیں اور متعلقہ اداروں کو ہدایات جاری کر دی گئی ہیں جبکہ عوامی مسائل کے حل کیلئے اقدامات جاری ہیں اور اس حوالے سے اجلاس میں تفصیلی غور کیا گیا کے مطابق حکومت نے اس سلسلے میں اہم فیصلے کئے ہیں اور متعلقہ اداروں کو ہدایات جاری کر دی گئی ہیں جبکہ عوامی مسائل کے حل کیلئے اقدامات جاری ہیں اور اس حوالے سے اجلاس میں تفصیلی غور کیا گیا کے مطابق حکومت نے اس سلسلے میں اہم فیصلے کئے ہیں اور متعلقہ اداروں کو ہدایات جاری کر دی گئی ہیں جبکہ عوامی مسائل کے حل کیلئے اقدامات	[3, 742, 117, 876]
continuation-word: بقیہ	[720, 413, 745, 426]
continuation-number: 18	[684, 207, 711, 220]
continuation-block	[3, 1058, 116, 1217]
article-text: کے مطابق حکومت نے اس سلسلے میں اہم فیصلے کئے ہیں اور متعلقہ اداروں کو ہدایات جاری کر دی گئی ہیں جبکہ عوامی مسائل کے حل کیلئے اقدامات جاری ہیں اور اس حوالے سے اجلاس میں تفصیلی غور کیا گیا کے مطابق حکومت نے اس سلسلے میں اہم فیصلے کئے ہیں اور متعلقہ اداروں کو ہدایات جاری کر دی گئی ہیں جبکہ عوامی مسائل کے حل کیلئے اقدامات جاری ہیں اور اس حوالے سے اجلاس میں تفصیلی غور کیا گیا کے مطابق حکومت نے اس سلسلے میں اہم فیصلے کئے ہیں اور متعلقہ اداروں کو ہدایات جاری کر دی گئی ہیں جبکہ عوامی مسائل کے حل کیلئے اقدامات جاری ہیں اور اس حوالے سے اجلاس میں تفصیلی غور کیا گیا کے مطابق حکومت نے اس سلسلے میں اہم فیصلے کئے ہیں اور متعلقہ اداروں کو ہدایات جاری کر دی گئی ہیں جبکہ عوامی مسائل کے حل	[837, 608, 950, 786]
continuation-label	[3, 27, 116, 42]
continuation-block	[481, 465, 593, 678]
continuation-word: بقیہ	[720, 1148, 745, 1161]
continuation-word: بقیہ	[601, 28, 626, 41]
article-text: کے مطابق حکومت نے اس سلسلے میں اہم فیصلے کئے ہیں اور متعلقہ اداروں کو ہدایات جاری کر دی گئی ہیں جبکہ عوامی مسائل کے حل کیلئے اقدامات جاری ہیں اور اس حوالے سے اجلاس میں تفصیلی غور کیا گیا کے مطابق حکومت نے اس سلسلے میں اہم فیصلے کئے ہیں اور متعلقہ اداروں کو ہدایات جاری کر دی گئی ہیں جبکہ عوامی مسائل کے حل کیلئے اقدامات جاری ہیں اور اس حوالے سے اجلاس میں تفصیلی غور کیا گیا کے مطابق حکومت نے اس سلسلے میں اہم فیصلے کئے ہیں اور متعلقہ اداروں کو ہدایات جاری کر دی گئی ہیں جبکہ عوامی مسائل کے حل کیلئے اقدامات جاری ہیں اور اس حوالے سے اجلاس میں	[3, 1074, 117, 1217]
continuation-word: بقیہ	[243, 699, 268, 712]
article-text: کے مطابق حکومت نے اس سلسلے میں اہم فیصلے کئے ہیں اور متعلقہ اداروں کو ہدایات جاری کر دی گئی ہیں جبکہ عوامی مسائل کے حل کیلئے اقدامات جاری ہیں اور اس حوالے سے اجلاس میں تفصیلی غور کیا گیا کے مطابق حکومت نے اس سلسلے میں اہم فیصلے کئے ہیں اور متعلقہ اداروں کو ہدایات جاری کر دی گئی ہیں جبکہ عوامی مسائل کے حل کیلئے اقدامات جاری ہیں اور اس حوالے سے اجلاس میں تفصیلی غور کیا گیا کے مطابق حکومت نے اس سلسلے میں اہم فیصلے کئے ہیں اور متعلقہ اداروں کو ہدایات جاری کر دی گئی ہیں جبکہ عوامی مسائل کے حل کیلئے اقدامات جاری ہیں اور اس حوالے سے اجلاس میں تفصیلی غور کیا گیا کے مطابق حکومت نے اس سلسلے میں اہم فیصلے کئے ہیں اور متعلقہ اداروں کو ہدایات جاری کر دی گئی ہیں جبکہ عوامی مسائل کے حل کیلئے اقدامات جاری ہیں اور اس حوالے	[718, 223, 831, 410]
continuation-label	[362, 690, 474, 705]
article-text: کے مطابق حکومت نے اس سلسلے میں اہم فیصلے کئے ہیں اور متعلقہ اداروں کو ہدایات جاری کر دی گئی ہیں جبکہ عوامی مسائل کے حل کیلئے اقدامات جاری ہیں اور اس حوالے سے اجلاس میں تفصیلی غور کیا گیا کے مطابق حکومت نے اس سلسلے میں اہم فیصلے کئے ہیں اور متعلقہ اداروں کو ہدایات جاری کر دی گئی ہیں جبکہ عوامی مسائل کے حل کیلئے اقدامات جاری ہیں اور اس حوالے سے اجلاس میں تفصیلی غور کیا گیا کے مطابق حکومت نے اس سلسلے میں اہم فیصلے کئے ہیں اور متعلقہ اداروں کو ہدایات جاری کر دی گئی ہیں جبکہ عوامی مسائل کے حل کیلئے اقدامات جاری ہیں اور اس حوالے سے اجلاس میں تفصیلی غور کیا گیا کے مطابق حکومت نے اس سلسلے میں اہم فیصلے کئے ہیں اور	[3, 44, 117, 204]
article-text: کے مطابق حکومت نے اس سلسلے میں اہم فیصلے کئے ہیں اور متعلقہ اداروں کو ہدایات جاری کر دی گئی ہیں جبکہ عوامی مسائل کے حل کیلئے اقدامات جاری ہیں اور اس حوالے سے اجلاس میں تفصیلی غور کیا گیا کے مطابق حکومت نے اس سلسلے میں اہم فیصلے کئے ہیں اور متعلقہ اداروں کو ہدایات جاری کر دی گئی ہیں جبکہ عوامی مسائل کے حل کیلئے اقدامات جاری ہیں اور اس حوالے سے اجلاس میں تفصیلی غور کیا گیا کے مطابق حکومت نے اس سلسلے میں اہم فیصلے کئے ہیں اور متعلقہ اداروں کو ہدایات جاری کر دی گئی ہیں جبکہ عوامی مسائل کے حل کیلئے اقدامات جاری ہیں اور اس حوالے سے اجلاس میں تفصیلی غور کیا گیا کے مطابق حکومت نے اس سلسلے میں اہم فیصلے کئے ہیں اور متعلقہ اداروں کو ہدایات جاری کر دی گئی ہیں جبکہ عوامی مسائل کے حل کیلئے اقدامات جاری ہیں اور اس حوالے سے اجلاس میں تفصیلی غور کیا گیا کے	[242, 1403, 355, 1599]
continuation-word: بقیہ	[124, 1361, 149, 1374]
continuation-word: بقیہ	[4, 557, 29, 570]
news-column	[477, 24, 596, 1600]
continuation-block	[123, 1145, 235, 1358]
continuation-word: بقیہ	[243, 932, 268, 945]
continuation-number: 5	[922, 789, 949, 802]
continuation-number: 49	[207, 28, 234, 41]
continuation-block	[3, 206, 116, 365]
continuation-block	[3, 27, 116, 204]
label-shade	[626, 879, 684, 892]
continuation-block	[242, 492, 354, 696]
article-text: کے مطابق حکومت نے اس سلسلے میں اہم فیصلے کئے ہیں اور متعلقہ اداروں کو ہدایات جاری کر دی گئی ہیں جبکہ عوامی مسائل کے حل کیلئے اقدامات جاری ہیں اور اس حوالے سے اجلاس میں تفصیلی غور کیا گیا کے مطابق حکومت نے اس سلسلے میں اہم فیصلے کئے ہیں اور متعلقہ اداروں کو ہدایات جاری کر دی گئی ہیں جبکہ عوامی مسائل کے حل کیلئے اقدامات جاری ہیں اور اس حوالے سے اجلاس میں تفصیلی غور کیا گیا کے مطابق حکومت نے اس سلسلے میں اہم فیصلے کئے ہیں اور متعلقہ اداروں کو ہدایات جاری کر دی گئی ہیں جبکہ عوامی مسائل کے حل کیلئے اقدامات جاری ہیں اور اس حوالے سے اجلاس میں تفصیلی غور کیا گیا کے مطابق حکومت نے اس سلسلے میں اہم فیصلے کئے ہیں اور متعلقہ اداروں کو ہدایات جاری کر دی گئی ہیں جبکہ عوامی مسائل کے حل کیلئے اقدامات جاری ہیں اور اس حوالے سے اجلاس میں تفصیلی غور کیا گیا کے	[123, 44, 236, 240]
continuation-label	[719, 1353, 831, 1368]
continuation-word: بقیہ	[601, 879, 626, 892]
article-text: کے مطابق حکومت نے اس سلسلے میں اہم فیصلے کئے ہیں اور متعلقہ اداروں کو ہدایات جاری کر دی گئی ہیں جبکہ عوامی مسائل کے حل کیلئے اقدامات جاری ہیں اور اس حوالے سے اجلاس میں تفصیلی غور کیا گیا کے مطابق حکومت نے اس سلسلے میں اہم فیصلے کئے ہیں اور متعلقہ اداروں کو ہدایات جاری کر دی گئی ہیں جبکہ عوامی مسائل کے حل کیلئے اقدامات جاری ہیں اور اس حوالے سے اجلاس میں تفصیلی غور کیا گیا کے مطابق حکومت نے اس سلسلے میں اہم فیصلے کئے ہیں اور متعلقہ اداروں کو ہدایات جاری کر دی گئی ہیں جبکہ عوامی مسائل کے حل کیلئے اقدامات جاری ہیں اور اس حوالے سے اجلاس میں تفصیلی غور کیا گیا کے مطابق حکومت نے اس سلسلے میں اہم فیصلے کئے ہیں اور متعلقہ اداروں کو ہدایات جاری کر دی	[718, 1369, 831, 1538]
article-text: کے مطابق حکومت نے اس سلسلے میں اہم فیصلے کئے ہیں اور متعلقہ اداروں کو ہدایات جاری کر دی گئی ہیں جبکہ عوامی مسائل کے حل کیلئے اقدامات جاری ہیں اور اس حوالے سے اجلاس میں تفصیلی غور کیا گیا کے مطابق حکومت نے اس سلسلے میں اہم فیصلے کئے ہیں اور متعلقہ اداروں کو ہدایات جاری کر دی گئی ہیں جبکہ عوامی مسائل کے حل کیلئے اقدامات جاری ہیں اور اس حوالے سے اجلاس میں تفصیلی غور کیا گیا کے مطابق حکومت نے اس سلسلے میں اہم فیصلے کئے ہیں اور متعلقہ اداروں کو ہدایات جاری کر دی گئی ہیں جبکہ عوامی مسائل کے حل کیلئے اقدامات جاری ہیں اور اس حوالے سے اجلاس میں تفصیلی غور کیا گیا کے مطابق حکومت نے اس سلسلے میں اہم فیصلے کئے ہیں اور متعلقہ اداروں کو ہدایات جاری کر دی گئی ہیں جبکہ عوامی مسائل کے حل کیلئے اقدامات جاری ہیں اور اس حوالے سے اجلاس میں تفصیلی غور کیا گیا کے مطابق حکومت نے اس سلسلے میں اہم فیصلے کئے ہیں اور متعلقہ اداروں کو	[123, 929, 236, 1143]
continuation-number: 12	[803, 601, 830, 614]
label-shade	[29, 369, 88, 382]
continuation-label	[3, 878, 116, 893]
label-shade	[864, 28, 922, 41]
continuation-label	[3, 556, 116, 571]
continuation-label	[362, 878, 474, 893]
continuation-number: 20	[684, 557, 711, 570]
continuation-number: 34	[446, 198, 473, 211]
article-text: کے مطابق حکومت نے اس سلسلے میں اہم فیصلے کئے ہیں اور متعلقہ اداروں کو ہدایات جاری کر دی گئی ہیں جبکہ عوامی مسائل کے حل کیلئے اقدامات جاری ہیں اور اس حوالے سے اجلاس میں تفصیلی غور کیا گیا کے مطابق حکومت نے اس سلسلے میں اہم فیصلے کئے ہیں اور متعلقہ اداروں کو ہدایات جاری کر دی گئی ہیں جبکہ عوامی مسائل کے حل کیلئے اقدامات جاری ہیں اور اس حوالے سے اجلاس میں تفصیلی غور کیا گیا کے مطابق حکومت نے اس سلسلے میں اہم فیصلے کئے ہیں اور متعلقہ اداروں کو ہدایات جاری کر دی گئی ہیں جبکہ عوامی مسائل کے حل کیلئے اقدامات جاری ہیں اور اس حوالے سے اجلاس میں تفصیلی غور کیا گیا کے مطابق حکومت نے اس سلسلے میں اہم فیصلے کئے ہیں اور متعلقہ اداروں کو ہدایات جاری کر دی گئی ہیں جبکہ عوامی مسائل کے حل کیلئے اقدامات جاری ہیں اور اس حوالے	[480, 44, 593, 231]
continuation-block	[600, 556, 712, 724]
continuation-word: بقیہ	[363, 351, 388, 364]
continuation-label	[600, 726, 712, 741]
continuation-label	[719, 412, 831, 427]
continuation-number: 15	[803, 1148, 830, 1161]
continuation-number: 37	[446, 691, 473, 704]
label-shade	[149, 484, 207, 497]
continuation-word: بقیہ	[482, 1146, 507, 1159]
continuation-word: بقیہ	[839, 789, 864, 802]
continuation-number: 63	[88, 1220, 115, 1233]
continuation-label	[242, 27, 354, 42]
continuation-label	[3, 1407, 116, 1422]
continuation-block	[838, 1173, 950, 1359]
article-text: کے مطابق حکومت نے اس سلسلے میں اہم فیصلے کئے ہیں اور متعلقہ اداروں کو ہدایات جاری کر دی گئی ہیں جبکہ عوامی مسائل کے حل کیلئے اقدامات جاری ہیں اور اس حوالے سے اجلاس میں تفصیلی غور کیا گیا کے مطابق حکومت نے اس سلسلے میں اہم فیصلے کئے ہیں اور متعلقہ اداروں کو ہدایات جاری کر دی گئی ہیں جبکہ عوامی مسائل کے حل کیلئے اقدامات جاری ہیں اور اس حوالے سے اجلاس میں تفصیلی غور کیا گیا کے مطابق حکومت نے اس سلسلے میں اہم فیصلے کئے ہیں اور متعلقہ اداروں کو ہدایات جاری کر دی گئی ہیں جبکہ عوامی مسائل کے حل کیلئے اقدامات جاری ہیں اور اس حوالے سے اجلاس میں تفصیلی غور کیا گیا کے مطابق حکومت نے اس سلسلے میں اہم فیصلے کئے ہیں اور متعلقہ اداروں کو ہدایات جاری کر دی گئی ہیں جبکہ عوامی مسائل کے حل کیلئے اقدامات جاری ہیں اور اس حوالے سے اجلاس میں تفصیلی غور کیا گیا کے مطابق حکومت نے اس سلسلے میں اہم فیصلے کئے ہیں اور متعلقہ اداروں کو ہدایات جاری کر دی گئی ہیں جبکہ	[480, 697, 593, 920]
continuation-number: 35	[446, 351, 473, 364]
continuation-block	[600, 726, 712, 877]
continuation-word: بقیہ	[482, 923, 507, 936]
continuation-label	[123, 27, 235, 42]
continuation-label	[600, 206, 712, 221]
continuation-number: 1	[922, 28, 949, 41]
label-shade	[388, 1202, 446, 1215]
article-text: کے مطابق حکومت نے اس سلسلے میں اہم فیصلے کئے ہیں اور متعلقہ اداروں کو ہدایات جاری کر دی گئی ہیں جبکہ عوامی مسائل کے حل کیلئے اقدامات جاری ہیں اور اس حوالے سے اجلاس میں تفصیلی غور کیا گیا کے مطابق حکومت نے اس سلسلے میں اہم فیصلے کئے ہیں اور متعلقہ اداروں کو ہدایات جاری کر دی گئی ہیں جبکہ عوامی مسائل کے حل کیلئے اقدامات جاری ہیں اور اس حوالے سے اجلاس میں تفصیلی غور کیا گیا کے مطابق حکومت نے اس سلسلے میں اہم فیصلے کئے ہیں اور متعلقہ اداروں کو ہدایات جاری کر دی گئی ہیں جبکہ عوامی مسائل کے حل کیلئے اقدامات جاری ہیں اور اس حوالے سے اجلاس میں تفصیلی غور کیا گیا کے مطابق حکومت نے اس سلسلے میں اہم فیصلے کئے ہیں اور متعلقہ اداروں کو ہدایات جاری کر دی گئی ہیں جبکہ عوامی مسائل کے حل کیلئے اقدامات جاری ہیں اور اس حوالے سے اجلاس میں تفصیلی غور کیا گیا کے مطابق حکومت نے اس سلسلے میں اہم فیصلے کئے ہیں اور متعلقہ اداروں کو	[480, 1368, 593, 1582]
continuation-label	[481, 1351, 593, 1366]
continuation-number: 31	[565, 1146, 592, 1159]
continuation-block	[838, 788, 950, 965]
continuation-number: 51	[207, 484, 234, 497]
continuation-label	[719, 27, 831, 42]
continuation-label	[123, 1360, 235, 1375]
continuation-number: 26	[565, 28, 592, 41]
label-shade	[745, 28, 803, 41]
continuation-word: بقیہ	[601, 1220, 626, 1233]
news-column	[0, 24, 119, 1600]
continuation-label	[362, 350, 474, 365]
label-shade	[626, 207, 684, 220]
continuation-word: بقیہ	[839, 28, 864, 41]
label-shade	[149, 708, 207, 721]
continuation-block	[719, 1353, 831, 1539]
continuation-number: 32	[565, 1352, 592, 1365]
continuation-number: 23	[684, 1059, 711, 1072]
article-text: کے مطابق حکومت نے اس سلسلے میں اہم فیصلے کئے ہیں اور متعلقہ اداروں کو ہدایات جاری کر دی گئی ہیں جبکہ عوامی مسائل کے حل کیلئے اقدامات جاری ہیں اور اس حوالے سے اجلاس میں تفصیلی غور کیا گیا کے مطابق حکومت نے اس سلسلے میں اہم فیصلے کئے ہیں اور متعلقہ اداروں کو ہدایات جاری کر دی گئی ہیں جبکہ عوامی مسائل کے حل کیلئے اقدامات جاری ہیں اور اس حوالے سے اجلاس میں تفصیلی غور کیا گیا کے مطابق حکومت نے اس سلسلے میں اہم فیصلے کئے ہیں اور متعلقہ اداروں کو ہدایات جاری کر دی گئی ہیں جبکہ عوامی مسائل کے حل کیلئے اقدامات جاری ہیں اور اس حوالے سے اجلاس میں تفصیلی غور کیا گیا کے مطابق حکومت نے	[599, 572, 712, 724]
continuation-block	[838, 27, 950, 231]
continuation-block	[481, 1145, 593, 1349]
continuation-word: بقیہ	[839, 1174, 864, 1187]
continuation-label	[719, 770, 831, 785]
article-text: کے مطابق حکومت نے اس سلسلے میں اہم فیصلے کئے ہیں اور متعلقہ اداروں کو ہدایات جاری کر دی گئی ہیں جبکہ عوامی مسائل کے حل کیلئے اقدامات جاری ہیں اور اس حوالے سے اجلاس میں تفصیلی غور کیا گیا کے مطابق حکومت نے اس سلسلے میں اہم فیصلے کئے ہیں اور متعلقہ اداروں کو ہدایات جاری کر دی گئی ہیں جبکہ عوامی مسائل کے حل کیلئے اقدامات جاری ہیں اور اس حوالے سے اجلاس میں تفصیلی غور کیا گیا کے مطابق حکومت نے اس سلسلے میں اہم فیصلے کئے ہیں اور متعلقہ اداروں کو ہدایات جاری کر دی گئی ہیں جبکہ عوامی مسائل کے حل کیلئے اقدامات جاری ہیں اور اس حوالے سے اجلاس میں تفصیلی غور کیا گیا کے مطابق حکومت نے اس سلسلے میں اہم فیصلے کئے ہیں اور متعلقہ اداروں کو ہدایات جاری کر دی	[837, 1190, 950, 1359]
article-text: کے مطابق حکومت نے اس سلسلے میں اہم فیصلے کئے ہیں اور متعلقہ اداروں کو ہدایات جاری کر دی گئی ہیں جبکہ عوامی مسائل کے حل کیلئے اقدامات جاری ہیں اور اس حوالے سے اجلاس میں تفصیلی غور کیا گیا کے مطابق حکومت نے اس سلسلے میں اہم فیصلے کئے ہیں اور متعلقہ اداروں کو ہدایات جاری کر دی گئی ہیں جبکہ عوامی مسائل کے حل کیلئے اقدامات جاری ہیں اور اس حوالے سے اجلاس میں تفصیلی غور کیا گیا کے مطابق حکومت نے اس سلسلے میں اہم فیصلے کئے ہیں اور متعلقہ اداروں کو ہدایات جاری کر دی گئی ہیں جبکہ عوامی مسائل کے حل کیلئے اقدامات جاری ہیں اور اس حوالے سے اجلاس میں تفصیلی غور کیا گیا کے مطابق حکومت نے اس سلسلے میں اہم فیصلے کئے ہیں اور متعلقہ اداروں کو ہدایات جاری کر دی گئی ہیں جبکہ عوامی مسائل کے حل کیلئے اقدامات جاری ہیں اور اس حوالے سے اجلاس میں تفصیلی غور کیا گیا کے مطابق حکومت نے اس سلسلے میں اہم فیصلے کئے ہیں اور متعلقہ اداروں کو	[480, 249, 593, 463]
continuation-label	[242, 269, 354, 284]
article-text: کے مطابق حکومت نے اس سلسلے میں اہم فیصلے کئے ہیں اور متعلقہ اداروں کو ہدایات جاری کر دی گئی ہیں جبکہ عوامی مسائل کے حل کیلئے اقدامات جاری ہیں اور اس حوالے سے اجلاس میں تفصیلی غور کیا گیا کے مطابق حکومت نے اس سلسلے میں اہم فیصلے کئے ہیں اور متعلقہ اداروں کو ہدایات جاری کر دی گئی ہیں جبکہ عوامی مسائل کے حل کیلئے اقدامات جاری ہیں اور اس حوالے سے اجلاس میں تفصیلی غور کیا گیا کے مطابق حکومت نے اس سلسلے میں اہم فیصلے کئے ہیں اور متعلقہ اداروں کو ہدایات جاری کر دی گئی ہیں جبکہ عوامی مسائل کے حل کیلئے اقدامات جاری ہیں اور اس حوالے سے اجلاس میں تفصیلی غور کیا گیا کے مطابق حکومت نے اس سلسلے میں اہم فیصلے کئے ہیں اور	[361, 366, 474, 527]
continuation-block	[123, 707, 235, 911]
continuation-number: 36	[446, 530, 473, 543]
continuation-label	[242, 1387, 354, 1402]
